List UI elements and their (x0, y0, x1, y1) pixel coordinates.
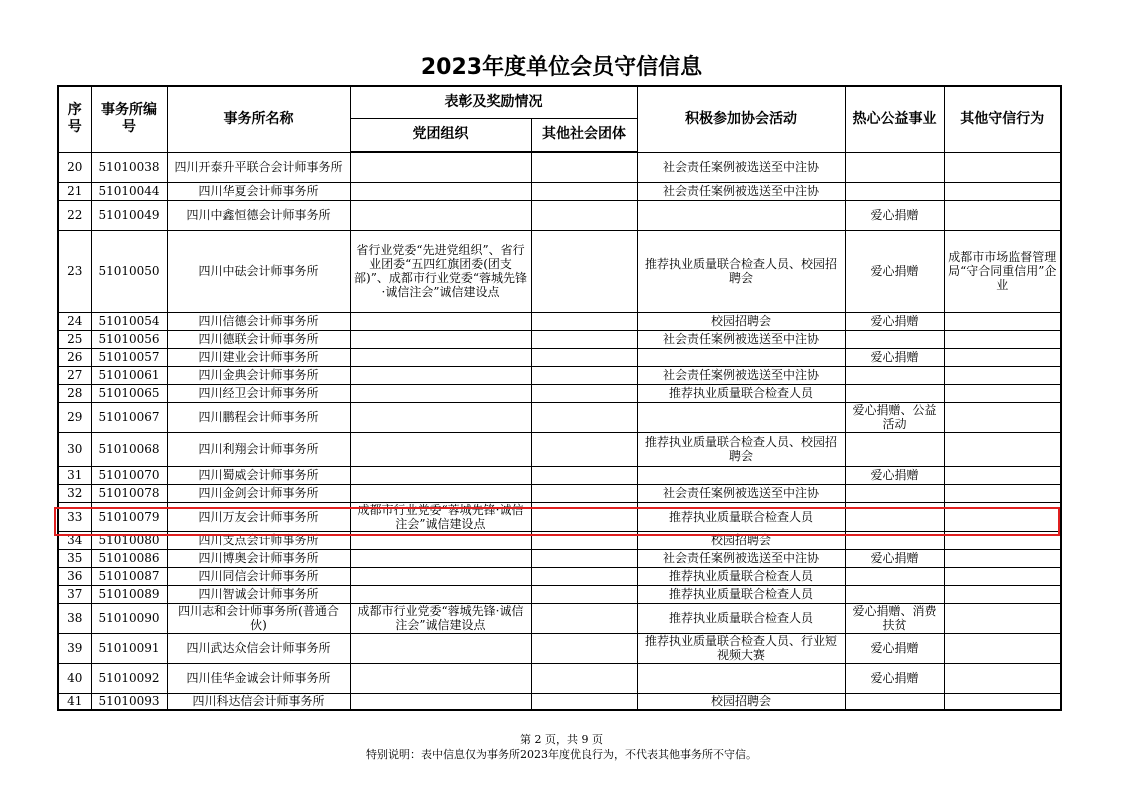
cell-name: 四川万友会计师事务所 (167, 502, 350, 531)
cell-charity (845, 567, 944, 585)
cell-charity: 爱心捐赠 (845, 348, 944, 366)
cell-activity: 推荐执业质量联合检查人员、校园招聘会 (637, 432, 845, 466)
cell-name: 四川科达信会计师事务所 (167, 693, 350, 710)
cell-name: 四川德联会计师事务所 (167, 330, 350, 348)
cell-code: 51010070 (91, 466, 167, 484)
cell-activity: 推荐执业质量联合检查人员 (637, 502, 845, 531)
cell-code: 51010093 (91, 693, 167, 710)
cell-seq: 34 (58, 531, 91, 549)
cell-name: 四川信德会计师事务所 (167, 312, 350, 330)
table-row (58, 603, 1061, 633)
table-row (58, 502, 1061, 531)
cell-activity: 推荐执业质量联合检查人员 (637, 603, 845, 633)
header-party: 党团组织 (350, 118, 531, 152)
cell-code: 51010050 (91, 230, 167, 312)
cell-code: 51010086 (91, 549, 167, 567)
table-row (58, 200, 1061, 230)
cell-code: 51010089 (91, 585, 167, 603)
cell-activity: 推荐执业质量联合检查人员 (637, 384, 845, 402)
header-other: 其他守信行为 (944, 86, 1061, 152)
table-row (58, 432, 1061, 466)
cell-seq: 32 (58, 484, 91, 502)
cell-code: 51010049 (91, 200, 167, 230)
cell-name: 四川中砝会计师事务所 (167, 230, 350, 312)
cell-charity (845, 366, 944, 384)
cell-party (350, 312, 531, 330)
cell-activity: 校园招聘会 (637, 312, 845, 330)
cell-code: 51010080 (91, 531, 167, 549)
cell-code: 51010090 (91, 603, 167, 633)
cell-code: 51010038 (91, 152, 167, 182)
cell-activity: 社会责任案例被选送至中注协 (637, 152, 845, 182)
cell-seq: 23 (58, 230, 91, 312)
cell-other-org (531, 502, 637, 531)
cell-other (944, 633, 1061, 663)
cell-activity: 社会责任案例被选送至中注协 (637, 549, 845, 567)
footer-note: 特别说明：表中信息仅为事务所2023年度优良行为，不代表其他事务所不守信。 (366, 748, 757, 761)
cell-charity: 爱心捐赠 (845, 663, 944, 693)
cell-code: 51010068 (91, 432, 167, 466)
credit-info-table (57, 85, 1062, 711)
cell-other-org (531, 230, 637, 312)
cell-activity (637, 466, 845, 484)
cell-party (350, 348, 531, 366)
cell-seq: 21 (58, 182, 91, 200)
cell-other (944, 549, 1061, 567)
cell-activity (637, 348, 845, 366)
header-name: 事务所名称 (167, 86, 350, 152)
cell-charity (845, 585, 944, 603)
table-row (58, 484, 1061, 502)
cell-other (944, 152, 1061, 182)
cell-name: 四川武达众信会计师事务所 (167, 633, 350, 663)
cell-activity: 社会责任案例被选送至中注协 (637, 330, 845, 348)
cell-other (944, 312, 1061, 330)
cell-name: 四川佳华金诚会计师事务所 (167, 663, 350, 693)
cell-seq: 20 (58, 152, 91, 182)
table-row (58, 330, 1061, 348)
cell-name: 四川中鑫恒德会计师事务所 (167, 200, 350, 230)
cell-party (350, 200, 531, 230)
cell-party (350, 384, 531, 402)
page-number: 第 2 页，共 9 页 (520, 733, 603, 746)
cell-other-org (531, 330, 637, 348)
cell-charity (845, 330, 944, 348)
cell-other-org (531, 348, 637, 366)
cell-seq: 41 (58, 693, 91, 710)
header-seq: 序号 (58, 86, 91, 152)
cell-seq: 30 (58, 432, 91, 466)
cell-other (944, 466, 1061, 484)
cell-seq: 31 (58, 466, 91, 484)
cell-other (944, 330, 1061, 348)
cell-seq: 25 (58, 330, 91, 348)
table-row (58, 549, 1061, 567)
cell-code: 51010087 (91, 567, 167, 585)
cell-charity (845, 384, 944, 402)
cell-seq: 33 (58, 502, 91, 531)
cell-other: 成都市市场监督管理局“守合同重信用”企业 (944, 230, 1061, 312)
cell-other (944, 663, 1061, 693)
cell-seq: 27 (58, 366, 91, 384)
cell-seq: 29 (58, 402, 91, 432)
cell-other-org (531, 366, 637, 384)
cell-seq: 40 (58, 663, 91, 693)
cell-other (944, 348, 1061, 366)
cell-activity (637, 200, 845, 230)
cell-seq: 22 (58, 200, 91, 230)
table-row (58, 366, 1061, 384)
table-row (58, 152, 1061, 182)
cell-name: 四川建业会计师事务所 (167, 348, 350, 366)
cell-other-org (531, 633, 637, 663)
cell-party (350, 432, 531, 466)
cell-party (350, 531, 531, 549)
cell-charity: 爱心捐赠 (845, 633, 944, 663)
cell-activity: 社会责任案例被选送至中注协 (637, 484, 845, 502)
cell-activity: 推荐执业质量联合检查人员、校园招聘会 (637, 230, 845, 312)
cell-seq: 37 (58, 585, 91, 603)
cell-other-org (531, 693, 637, 710)
cell-seq: 35 (58, 549, 91, 567)
cell-other-org (531, 549, 637, 567)
cell-charity: 爱心捐赠 (845, 466, 944, 484)
cell-charity (845, 432, 944, 466)
cell-other (944, 402, 1061, 432)
cell-charity (845, 693, 944, 710)
cell-name: 四川金典会计师事务所 (167, 366, 350, 384)
cell-other-org (531, 402, 637, 432)
cell-other-org (531, 484, 637, 502)
cell-code: 51010056 (91, 330, 167, 348)
cell-other (944, 182, 1061, 200)
cell-party (350, 152, 531, 182)
cell-activity (637, 402, 845, 432)
cell-party (350, 633, 531, 663)
cell-code: 51010067 (91, 402, 167, 432)
cell-code: 51010091 (91, 633, 167, 663)
table-row (58, 567, 1061, 585)
cell-party: 省行业党委“先进党组织”、省行业团委“五四红旗团委(团支部)”、成都市行业党委“蓉城先锋·诚信注会”诚信建设点 (350, 230, 531, 312)
cell-party (350, 693, 531, 710)
table-row (58, 693, 1061, 710)
cell-name: 四川华夏会计师事务所 (167, 182, 350, 200)
cell-other-org (531, 384, 637, 402)
header-other-org: 其他社会团体 (531, 118, 637, 152)
cell-name: 四川利翔会计师事务所 (167, 432, 350, 466)
cell-seq: 26 (58, 348, 91, 366)
cell-party (350, 663, 531, 693)
cell-party (350, 366, 531, 384)
cell-party (350, 484, 531, 502)
cell-code: 51010057 (91, 348, 167, 366)
cell-name: 四川经卫会计师事务所 (167, 384, 350, 402)
table-row (58, 384, 1061, 402)
page-title: 2023年度单位会员守信信息 (420, 55, 703, 80)
cell-other-org (531, 200, 637, 230)
table-row (58, 348, 1061, 366)
cell-name: 四川鹏程会计师事务所 (167, 402, 350, 432)
cell-activity: 推荐执业质量联合检查人员 (637, 567, 845, 585)
cell-code: 51010078 (91, 484, 167, 502)
cell-other-org (531, 466, 637, 484)
cell-other (944, 531, 1061, 549)
cell-seq: 36 (58, 567, 91, 585)
header-code: 事务所编号 (91, 86, 167, 152)
cell-charity: 爱心捐赠 (845, 200, 944, 230)
cell-party (350, 567, 531, 585)
cell-seq: 39 (58, 633, 91, 663)
cell-other-org (531, 663, 637, 693)
header-activity: 积极参加协会活动 (637, 86, 845, 152)
cell-activity: 推荐执业质量联合检查人员、行业短视频大赛 (637, 633, 845, 663)
cell-other (944, 693, 1061, 710)
cell-party (350, 585, 531, 603)
cell-activity: 社会责任案例被选送至中注协 (637, 182, 845, 200)
cell-code: 51010079 (91, 502, 167, 531)
table-body (58, 152, 1061, 710)
cell-name: 四川同信会计师事务所 (167, 567, 350, 585)
header-charity: 热心公益事业 (845, 86, 944, 152)
table-row (58, 633, 1061, 663)
table-row (58, 402, 1061, 432)
cell-charity (845, 531, 944, 549)
cell-other-org (531, 312, 637, 330)
cell-other (944, 585, 1061, 603)
cell-charity: 爱心捐赠 (845, 549, 944, 567)
cell-charity (845, 502, 944, 531)
cell-party: 成都市行业党委“蓉城先锋·诚信注会”诚信建设点 (350, 603, 531, 633)
cell-code: 51010092 (91, 663, 167, 693)
cell-other (944, 567, 1061, 585)
cell-activity: 推荐执业质量联合检查人员 (637, 585, 845, 603)
cell-charity: 爱心捐赠、消费扶贫 (845, 603, 944, 633)
cell-seq: 38 (58, 603, 91, 633)
table-row (58, 585, 1061, 603)
cell-code: 51010044 (91, 182, 167, 200)
table-row (58, 182, 1061, 200)
table-row (58, 312, 1061, 330)
cell-other-org (531, 603, 637, 633)
cell-other (944, 432, 1061, 466)
cell-other (944, 366, 1061, 384)
cell-party (350, 330, 531, 348)
cell-other-org (531, 432, 637, 466)
cell-name: 四川志和会计师事务所(普通合伙) (167, 603, 350, 633)
cell-party (350, 549, 531, 567)
cell-name: 四川支点会计师事务所 (167, 531, 350, 549)
header-awards: 表彰及奖励情况 (350, 86, 637, 118)
cell-name: 四川博奥会计师事务所 (167, 549, 350, 567)
cell-activity: 校园招聘会 (637, 531, 845, 549)
cell-party (350, 466, 531, 484)
cell-code: 51010061 (91, 366, 167, 384)
table-row (58, 466, 1061, 484)
cell-code: 51010054 (91, 312, 167, 330)
cell-other (944, 484, 1061, 502)
cell-name: 四川开泰升平联合会计师事务所 (167, 152, 350, 182)
cell-activity: 校园招聘会 (637, 693, 845, 710)
cell-other-org (531, 182, 637, 200)
cell-party (350, 182, 531, 200)
cell-charity: 爱心捐赠 (845, 230, 944, 312)
cell-other (944, 384, 1061, 402)
cell-other-org (531, 567, 637, 585)
cell-charity: 爱心捐赠、公益活动 (845, 402, 944, 432)
cell-name: 四川智诚会计师事务所 (167, 585, 350, 603)
table-row (58, 531, 1061, 549)
cell-other (944, 502, 1061, 531)
cell-party (350, 402, 531, 432)
cell-name: 四川金剑会计师事务所 (167, 484, 350, 502)
cell-other-org (531, 585, 637, 603)
cell-other (944, 603, 1061, 633)
table-row (58, 230, 1061, 312)
cell-name: 四川蜀威会计师事务所 (167, 466, 350, 484)
cell-activity (637, 663, 845, 693)
cell-charity (845, 182, 944, 200)
table-row (58, 663, 1061, 693)
cell-seq: 24 (58, 312, 91, 330)
cell-code: 51010065 (91, 384, 167, 402)
cell-charity: 爱心捐赠 (845, 312, 944, 330)
cell-other-org (531, 152, 637, 182)
cell-activity: 社会责任案例被选送至中注协 (637, 366, 845, 384)
cell-charity (845, 152, 944, 182)
cell-other (944, 200, 1061, 230)
cell-charity (845, 484, 944, 502)
cell-seq: 28 (58, 384, 91, 402)
cell-party: 成都市行业党委“蓉城先锋·诚信注会”诚信建设点 (350, 502, 531, 531)
cell-other-org (531, 531, 637, 549)
